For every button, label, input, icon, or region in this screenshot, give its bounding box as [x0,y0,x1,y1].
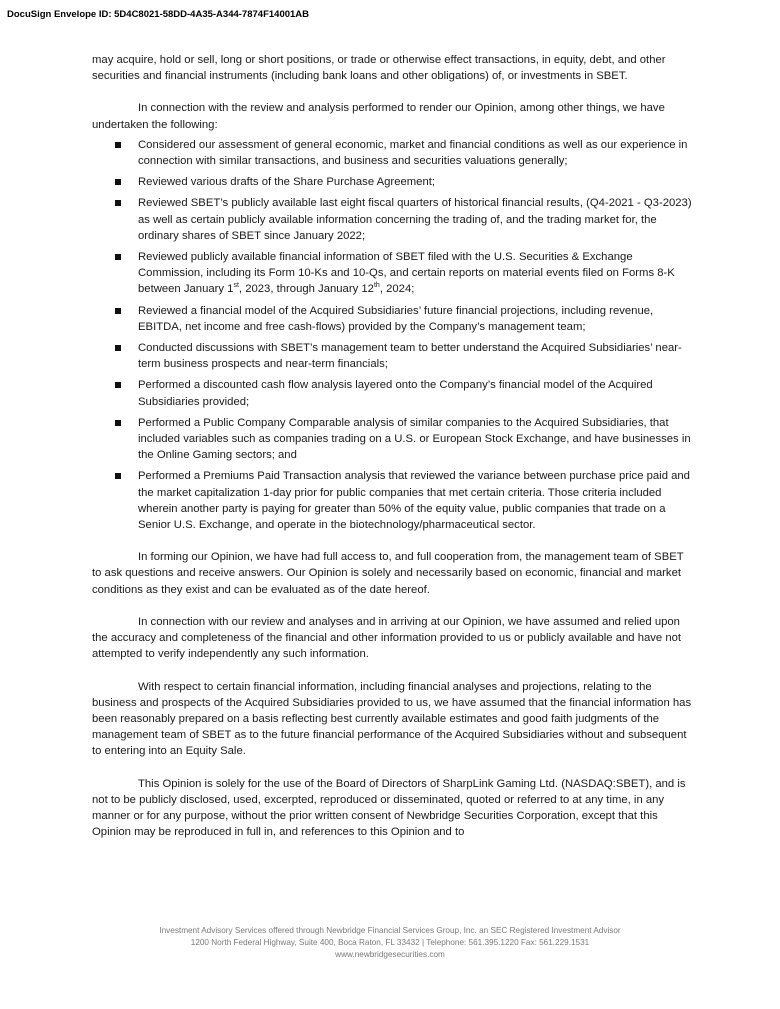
list-item: Performed a Public Company Comparable analysis of similar companies to the Acquired Subsidiaries, that included variables such as companies trading on a U.S. or European Stock Exchange, and have businesses in the Online Gaming sectors; and [92,415,692,464]
ordinal-suffix: th [373,282,380,290]
list-item: Reviewed publicly available financial information of SBET filed with the U.S. Securities & Exchange Commission, including its Form 10-Ks and 10-Qs, and certain reports on material events filed on Forms 8-K between January 1st, 2023, through January 12th, 2024; [92,249,692,298]
list-item: Reviewed SBET’s publicly available last eight fiscal quarters of historical financial results, (Q4-2021 - Q3-2023) as well as certain publicly available information concerning the trading of, and the trading market for, the ordinary shares of SBET since January 2022; [92,195,692,244]
use-restriction-paragraph: This Opinion is solely for the use of the Board of Directors of SharpLink Gaming Ltd. (NASDAQ:SBET), and is not to be publicly disclosed, used, excerpted, reproduced or disseminated, quoted or referred to at any time, in any manner or for any purpose, without the prior written consent of Newbridge Securities Corporation, except that this Opinion may be reproduced in full in, and references to this Opinion and to [92,777,686,839]
square-bullet-icon [115,200,121,206]
square-bullet-icon [115,308,121,314]
footer-address-line: 1200 North Federal Highway, Suite 400, Boca Raton, FL 33432 | Telephone: 561.395.1220 Fax: 561.229.1531 [190,938,590,947]
list-item: Reviewed a financial model of the Acquired Subsidiaries’ future financial projections, including revenue, EBITDA, net income and free cash-flows) provided by the Company’s management team; [92,303,692,335]
list-item: Performed a Premiums Paid Transaction analysis that reviewed the variance between purchase price paid and the market capitalization 1-day prior for public companies that met certain criteria. Those criteria included wherein another party is paying for greater than 50% of the equity value, public companies that trade on a Senior U.S. Exchange, and operate in the biotechnology/pharmaceutical sector. [92,468,692,533]
square-bullet-icon [115,473,121,479]
intro-continuation: may acquire, hold or sell, long or short positions, or trade or otherwise effect transactions, in equity, debt, and other securities and financial instruments (including bank loans and other obligations) of, or investments in SBET. [92,54,666,83]
footer-website-link[interactable]: www.newbridgesecurities.com [335,950,445,959]
square-bullet-icon [115,345,121,351]
review-intro-paragraph: In connection with the review and analysis performed to render our Opinion, among other things, we have undertaken the following: [92,102,665,131]
list-item: Reviewed various drafts of the Share Purchase Agreement; [92,174,692,190]
reliance-paragraph: In connection with our review and analyses and in arriving at our Opinion, we have assumed and relied upon the accuracy and completeness of the financial and other information provided to us or publicly available and have not attempted to verify independently any such information. [92,615,682,661]
ordinal-suffix: st [233,282,239,290]
square-bullet-icon [115,382,121,388]
list-item: Performed a discounted cash flow analysis layered onto the Company’s financial model of the Acquired Subsidiaries provided; [92,377,692,409]
square-bullet-icon [115,420,121,426]
letter-body [92,52,692,856]
review-procedures-list [92,137,692,533]
square-bullet-icon [115,142,121,148]
projections-paragraph: With respect to certain financial information, including financial analyses and projections, relating to the business and prospects of the Acquired Subsidiaries provided to us, we have assumed that the financial information has been reasonably prepared on a basis reflecting best currently available estimates and good faith judgments of the management team of SBET as to the future financial performance of the Acquired Subsidiaries without and subsequent to entering into an Equity Sale. [92,680,692,758]
list-item: Conducted discussions with SBET’s management team to better understand the Acquired Subsidiaries’ near-term business prospects and near-term financials; [92,340,692,372]
square-bullet-icon [115,254,121,260]
square-bullet-icon [115,179,121,185]
docusign-envelope-id: DocuSign Envelope ID: 5D4C8021-58DD-4A35-A344-7874F14001AB [7,9,310,20]
page-footer [0,925,780,961]
access-paragraph: In forming our Opinion, we have had full access to, and full cooperation from, the management team of SBET to ask questions and receive answers. Our Opinion is solely and necessarily based on economic, financial and market conditions as they exist and can be evaluated as of the date hereof. [92,551,684,596]
list-item: Considered our assessment of general economic, market and financial conditions as well as our experience in connection with similar transactions, and business and securities valuations generally; [92,137,692,169]
footer-advisory-line: Investment Advisory Services offered through Newbridge Financial Services Group, Inc. an SEC Registered Investment Advisor [159,926,621,935]
